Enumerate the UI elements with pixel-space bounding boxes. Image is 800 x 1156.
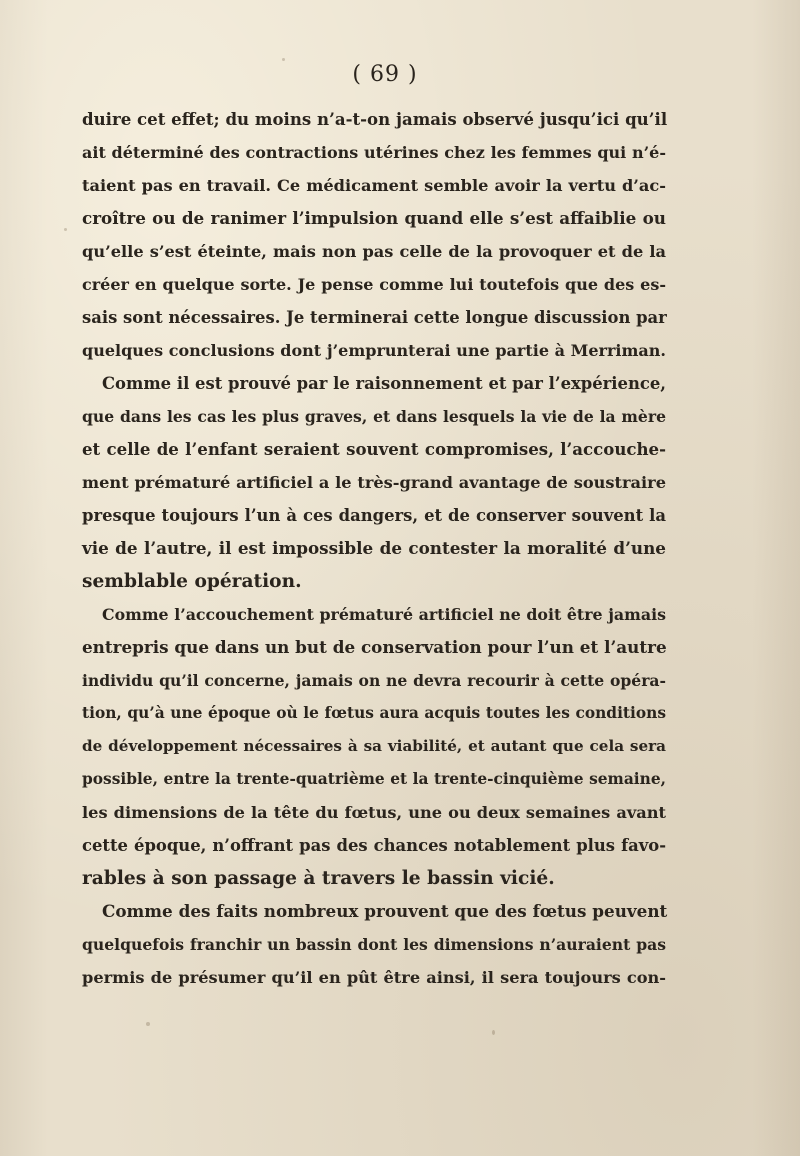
paper-spot [282, 58, 285, 61]
text-line: de développement nécessaires à sa viabilité, et autant que cela sera [82, 737, 666, 755]
text-line: Comme il est prouvé par le raisonnement et par l’expérience, [102, 374, 666, 393]
text-line: vie de l’autre, il est impossible de contester la moralité d’une [82, 538, 666, 558]
text-line: semblable opération. [82, 571, 302, 592]
text-line: les dimensions de la tête du fœtus, une ou deux semaines avant [82, 803, 666, 822]
page-number: ( 69 ) [352, 62, 418, 87]
text-line: individu qu’il concerne, jamais on ne devra recourir à cette opéra- [82, 671, 666, 690]
text-line: ait déterminé des contractions utérines chez les femmes qui n’é- [82, 143, 666, 162]
text-line: qu’elle s’est éteinte, mais non pas celle de la provoquer et de la [82, 242, 666, 261]
text-line: possible, entre la trente-quatrième et la trente-cinquième semaine, [82, 770, 666, 788]
text-line: et celle de l’enfant seraient souvent compromises, l’accouche- [82, 439, 666, 459]
text-line: tion, qu’à une époque où le fœtus aura acquis toutes les conditions [82, 704, 666, 722]
text-line: rables à son passage à travers le bassin vicié. [82, 868, 555, 889]
text-line: taient pas en travail. Ce médicament semble avoir la vertu d’ac- [82, 176, 666, 195]
text-line: Comme l’accouchement prématuré artificiel ne doit être jamais [102, 605, 666, 624]
text-line: croître ou de ranimer l’impulsion quand elle s’est affaiblie ou [82, 208, 666, 228]
paper-spot [492, 1030, 495, 1035]
text-line: créer en quelque sorte. Je pense comme lui toutefois que des es- [82, 275, 666, 294]
text-line: duire cet effet; du moins n’a-t-on jamais observé jusqu’ici qu’il [82, 109, 668, 129]
text-line: ment prématuré artificiel a le très-grand avantage de soustraire [82, 473, 666, 492]
text-line: permis de présumer qu’il en pût être ainsi, il sera toujours con- [82, 968, 666, 987]
paper-spot [64, 228, 67, 231]
text-line: que dans les cas les plus graves, et dans lesquels la vie de la mère [82, 407, 666, 426]
text-line: quelques conclusions dont j’emprunterai une partie à Merriman. [82, 341, 666, 360]
text-line: presque toujours l’un à ces dangers, et de conserver souvent la [82, 506, 666, 525]
paper-spot [146, 1022, 150, 1026]
text-line: Comme des faits nombreux prouvent que des fœtus peuvent [102, 901, 668, 921]
text-line: sais sont nécessaires. Je terminerai cette longue discussion par [82, 308, 667, 327]
text-line: entrepris que dans un but de conservation pour l’un et l’autre [82, 637, 667, 657]
text-line: cette époque, n’offrant pas des chances notablement plus favo- [82, 836, 666, 855]
text-line: quelquefois franchir un bassin dont les dimensions n’auraient pas [82, 935, 666, 954]
body-text [82, 103, 666, 994]
